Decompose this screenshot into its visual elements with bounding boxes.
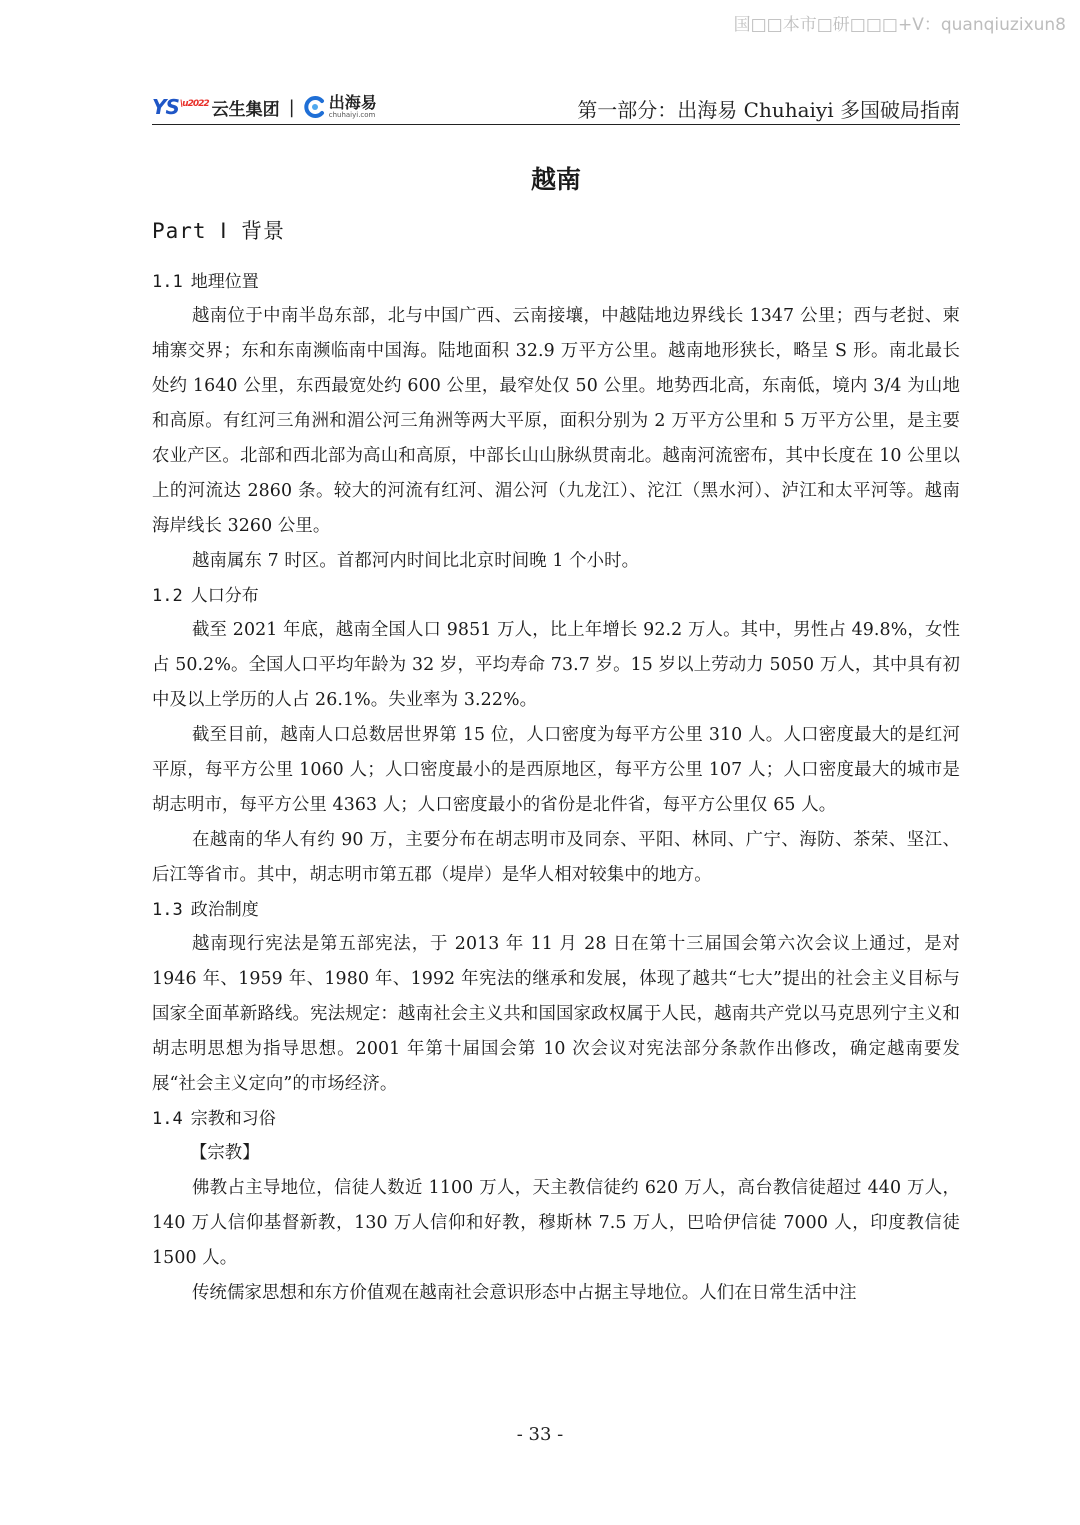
logo-group-name: 云生集团 [211, 99, 280, 120]
section-population [152, 579, 960, 893]
logo-ys: $YS^{\backslash u2022}$ [152, 95, 209, 119]
section-religion [152, 1102, 960, 1311]
watermark-text: 国□□本市□研□□□+V：quanqiuzixun8 [733, 15, 1066, 35]
page-header [152, 88, 960, 125]
company-logo [152, 92, 377, 122]
document-body [152, 158, 960, 1311]
section-heading: 1.2 人口分布 [152, 586, 259, 606]
section-geography [152, 265, 960, 579]
paragraph: 佛教占主导地位，信徒人数近 1100 万人，天主教信徒约 620 万人，高台教信徒超过 440 万人，140 万人信仰基督新教，130 万人信仰和好教，穆斯林 7.5 万人，巴哈伊信徒 7000 人，印度教信徒 1500 人。 [152, 1178, 960, 1268]
chuhaiyi-logo-icon [304, 96, 326, 118]
paragraph: 截至 2021 年底，越南全国人口 9851 万人，比上年增长 92.2 万人。其中，男性占 49.8%，女性占 50.2%。全国人口平均年龄为 32 岁，平均寿命 73.7 岁。15 岁以上劳动力 5050 万人，其中具有初中及以上学历的人占 26.1%。失业率为 3.22%。 [152, 620, 960, 710]
section-heading: 1.3 政治制度 [152, 900, 259, 920]
header-section-title: 第一部分：出海易 Chuhaiyi 多国破局指南 [577, 98, 960, 122]
paragraph: 越南现行宪法是第五部宪法，于 2013 年 11 月 28 日在第十三届国会第六次会议上通过，是对 1946 年、1959 年、1980 年、1992 年宪法的继承和发展，体现了越共“七大”提出的社会主义目标与国家全面革新路线。宪法规定：越南社会主义共和国国家政权属于人民，越南共产党以马克思列宁主义和胡志明思想为指导思想。2001 年第十届国会第 10 次会议对宪法部分条款作出修改，确定越南要发展“社会主义定向”的市场经济。 [152, 934, 960, 1094]
logo-separator: | [288, 96, 295, 118]
logo-brand-name: 出海易 [328, 93, 377, 112]
logo-domain: chuhaiyi.com [328, 111, 376, 119]
subsection-heading: 【宗教】 [190, 1143, 260, 1163]
paragraph: 越南属东 7 时区。首都河内时间比北京时间晚 1 个小时。 [192, 551, 640, 571]
section-heading: 1.4 宗教和习俗 [152, 1109, 276, 1129]
paragraph: 在越南的华人有约 90 万，主要分布在胡志明市及同奈、平阳、林同、广宁、海防、茶荣、坚江、后江等省市。其中，胡志明市第五郡（堤岸）是华人相对较集中的地方。 [152, 830, 960, 885]
paragraph: 传统儒家思想和东方价值观在越南社会意识形态中占据主导地位。人们在日常生活中注 [192, 1283, 857, 1303]
section-heading: 1.1 地理位置 [152, 272, 259, 292]
paragraph: 越南位于中南半岛东部，北与中国广西、云南接壤，中越陆地边界线长 1347 公里；西与老挝、柬埔寨交界；东和东南濒临南中国海。陆地面积 32.9 万平方公里。越南地形狭长，略呈 S 形。南北最长处约 1640 公里，东西最宽处约 600 公里，最窄处仅 50 公里。地势西北高，东南低，境内 3/4 为山地和高原。有红河三角洲和湄公河三角洲等两大平原，面积分别为 2 万平方公里和 5 万平方公里，是主要农业产区。北部和西北部为高山和高原，中部长山山脉纵贯南北。越南河流密布，其中长度在 10 公里以上的河流达 2860 条。较大的河流有红河、湄公河（九龙江）、沱江（黑水河）、泸江和太平河等。越南海岸线长 3260 公里。 [152, 306, 960, 536]
page-title: 越南 [530, 165, 581, 194]
part-title: Part Ⅰ 背景 [152, 219, 286, 243]
page-number: - 33 - [516, 1424, 564, 1445]
paragraph: 截至目前，越南人口总数居世界第 15 位，人口密度为每平方公里 310 人。人口密度最大的是红河平原，每平方公里 1060 人；人口密度最小的是西原地区，每平方公里 107 人；人口密度最大的城市是胡志明市，每平方公里 4363 人；人口密度最小的省份是北件省，每平方公里仅 65 人。 [152, 725, 960, 815]
section-politics [152, 893, 960, 1102]
